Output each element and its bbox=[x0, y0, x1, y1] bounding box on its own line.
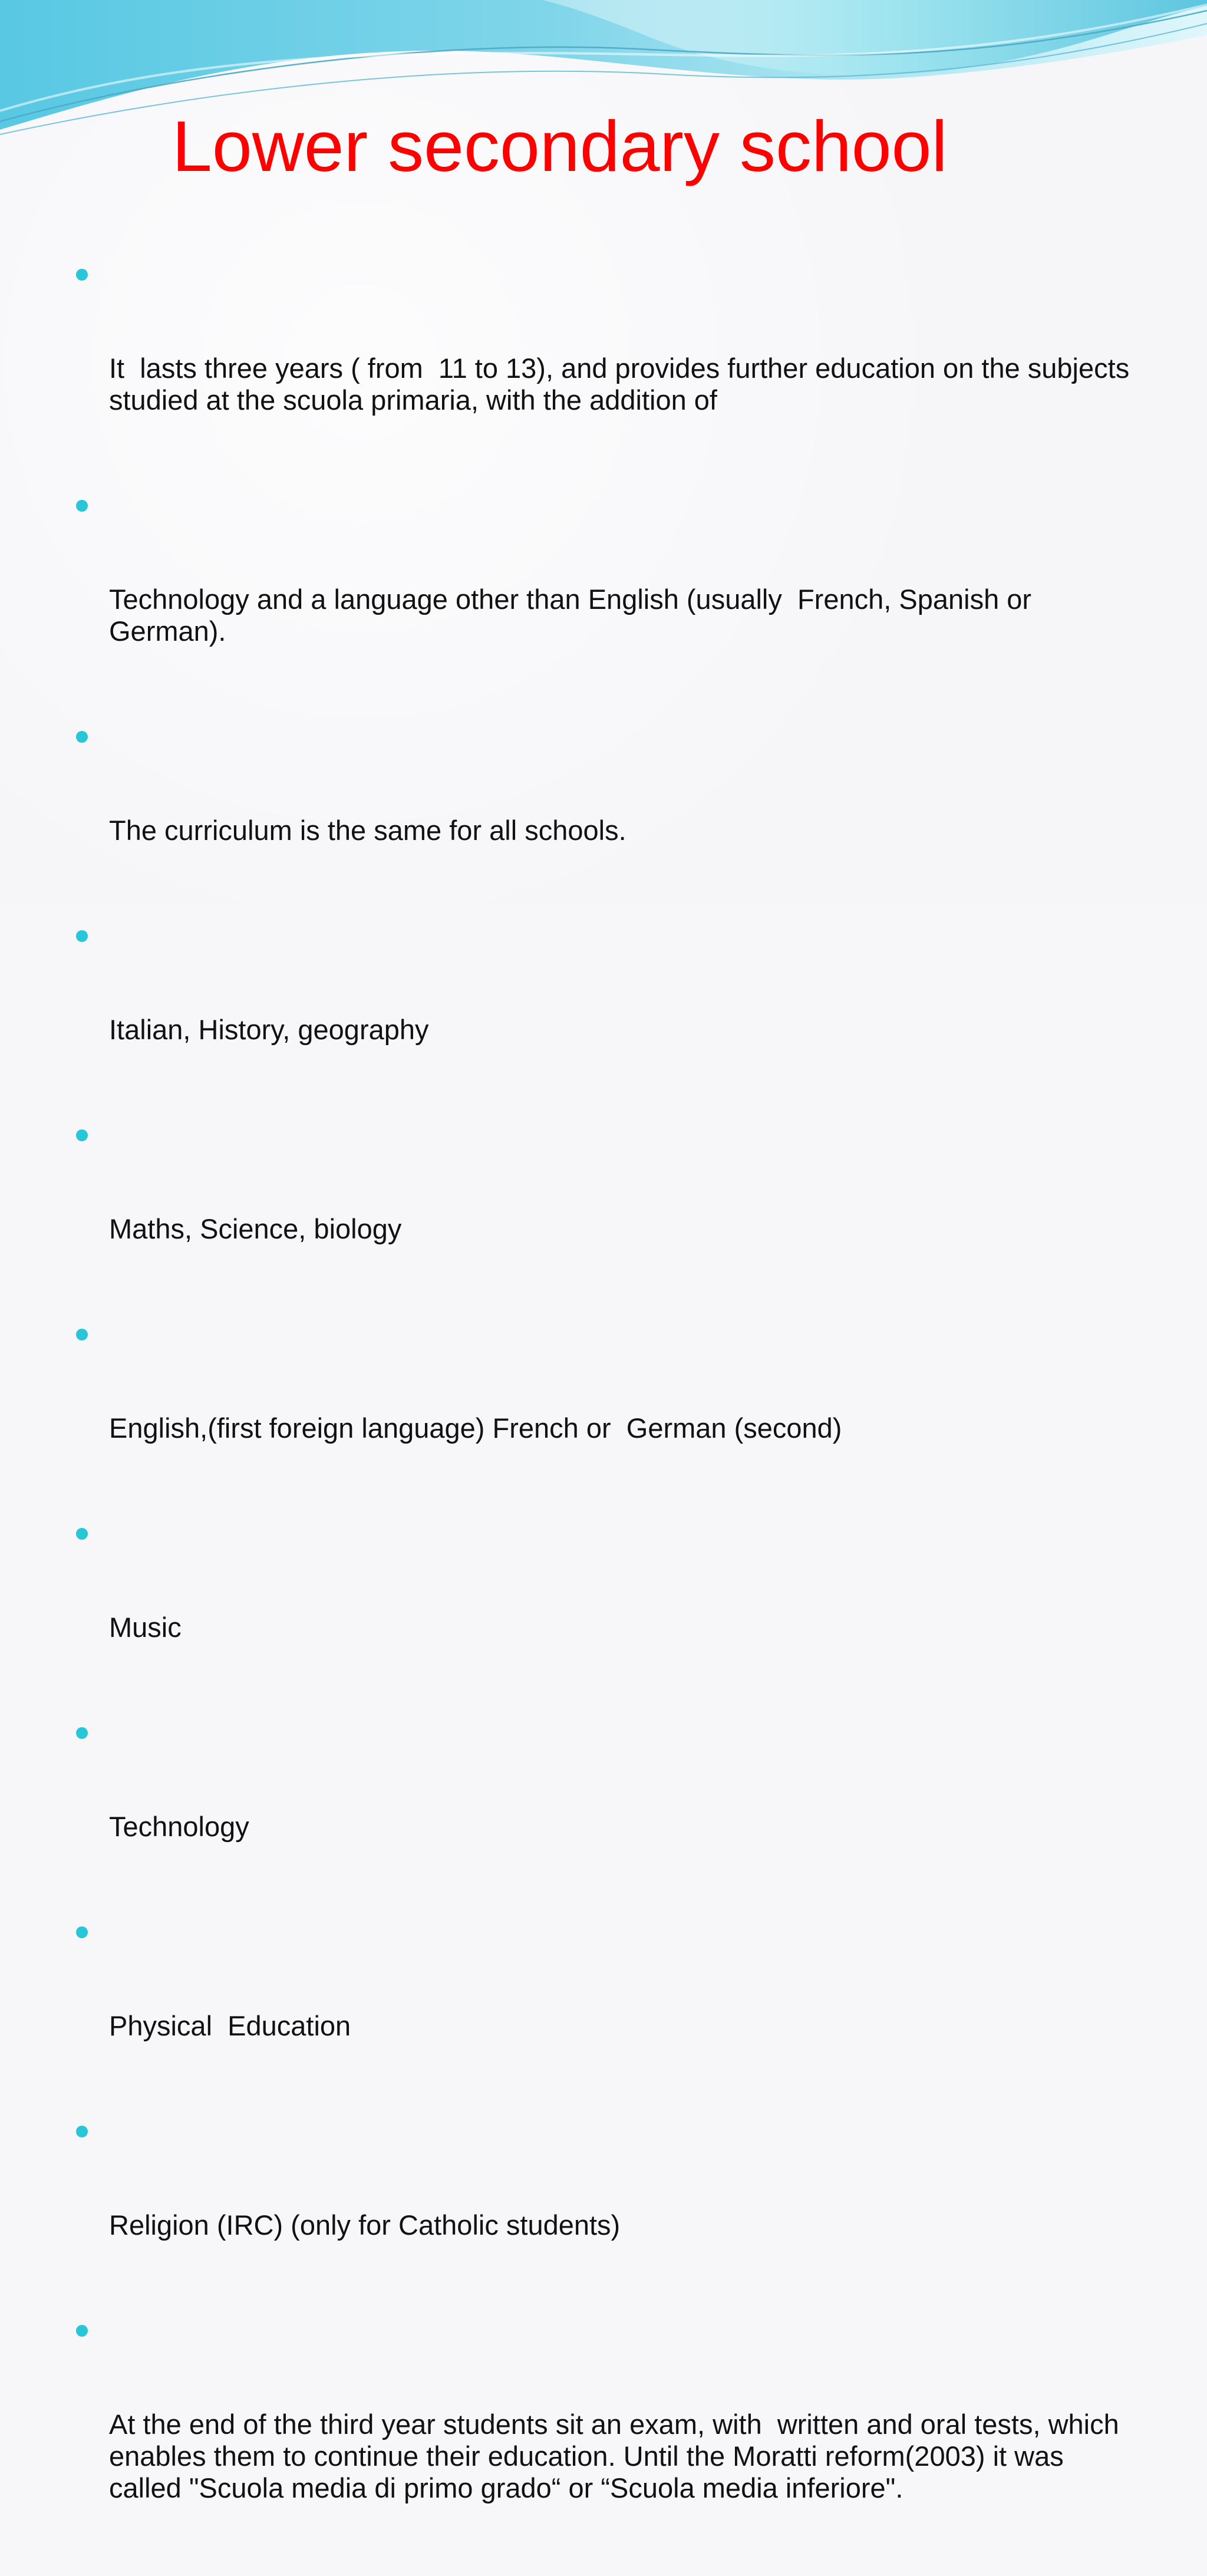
bullet-text: Music bbox=[109, 1612, 182, 1643]
bullet-text: Italian, History, geography bbox=[109, 1014, 429, 1045]
bullet-text: English,(first foreign language) French or German (second) bbox=[109, 1412, 842, 1444]
cyan-dot-icon bbox=[76, 500, 88, 512]
bullet-text: Technology bbox=[109, 1811, 249, 1842]
bullet-item-languages bbox=[74, 488, 1135, 711]
bullet-item-foreign-languages bbox=[74, 1317, 1135, 1508]
bullet-item-curriculum bbox=[74, 719, 1135, 910]
bullet-item-italian-history-geography bbox=[74, 918, 1135, 1109]
cyan-dot-icon bbox=[76, 1329, 88, 1340]
cyan-dot-icon bbox=[76, 1129, 88, 1141]
cyan-dot-icon bbox=[76, 1528, 88, 1540]
bullet-text: Physical Education bbox=[109, 2010, 351, 2041]
bullet-item-technology bbox=[74, 1715, 1135, 1906]
cyan-dot-icon bbox=[76, 269, 88, 281]
bullet-item-exam bbox=[74, 2313, 1135, 2568]
bullet-list bbox=[74, 257, 1135, 2576]
cyan-dot-icon bbox=[76, 2325, 88, 2337]
bullet-text: The curriculum is the same for all schools. bbox=[109, 815, 626, 846]
bullet-item-music bbox=[74, 1516, 1135, 1707]
bullet-text: Maths, Science, biology bbox=[109, 1213, 402, 1244]
bullet-text: Technology and a language other than English (usually French, Spanish or German). bbox=[109, 584, 1040, 647]
cyan-dot-icon bbox=[76, 2126, 88, 2137]
cyan-dot-icon bbox=[76, 930, 88, 942]
bullet-item-religion bbox=[74, 2114, 1135, 2305]
cyan-dot-icon bbox=[76, 1727, 88, 1739]
bullet-text: At the end of the third year students sit an exam, with written and oral tests, which enables them to continue their education. Until the Moratti reform(2003) it was called "Scuola media di primo grado“ or “Scuola media inferiore". bbox=[109, 2409, 1127, 2503]
bullet-text: It lasts three years ( from 11 to 13), and provides further education on the subjects studied at the scuola primaria, with the addition of bbox=[109, 353, 1137, 416]
bullet-item-physical-education bbox=[74, 1915, 1135, 2106]
bullet-item-maths-science-biology bbox=[74, 1118, 1135, 1309]
cyan-dot-icon bbox=[76, 731, 88, 743]
cyan-dot-icon bbox=[76, 1926, 88, 1938]
slide-title: Lower secondary school bbox=[172, 106, 948, 186]
bullet-text: Religion (IRC) (only for Catholic students) bbox=[109, 2209, 621, 2241]
bullet-item-duration bbox=[74, 257, 1135, 480]
